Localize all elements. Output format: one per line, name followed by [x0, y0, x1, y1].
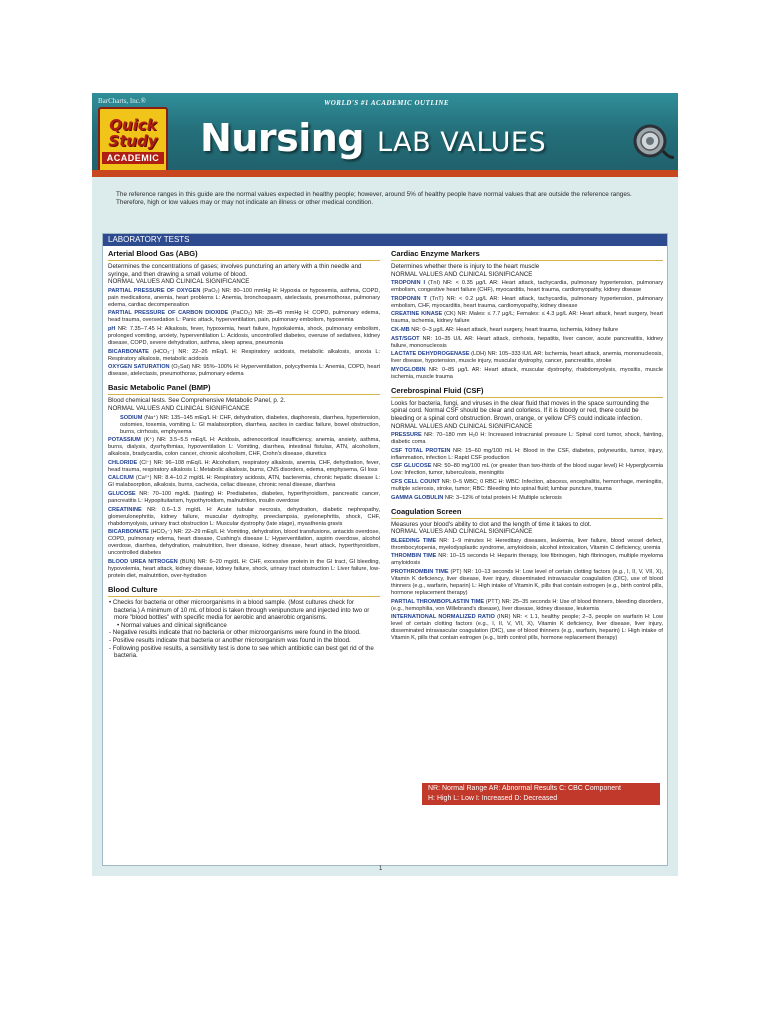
test-name: THROMBIN TIME [391, 553, 437, 560]
lab-value-entry [108, 326, 380, 347]
legend-line-1: NR: Normal Range AR: Abnormal Results C: CBC Component [428, 785, 621, 792]
lab-value-entry [108, 475, 380, 489]
lab-value-entry [391, 351, 663, 365]
test-details: (O₂Sat) NR: 95%–100% H: Hyperventilation, polycythemia L: Anemia, COPD, heart disease, atelectasis, pneumothorax, pulmonary edema [108, 364, 380, 378]
section-note: NORMAL VALUES AND CLINICAL SIGNIFICANCE [391, 270, 533, 278]
publisher-name: BarCharts, Inc.® [98, 97, 146, 105]
lab-value-entry [391, 569, 663, 597]
test-name: CALCIUM [108, 475, 134, 482]
lab-value-entry [391, 495, 663, 502]
bullet-item: • Checks for bacteria or other microorganisms in a blood sample. (Most cultures check for bacteria.) A minimum of 10 mL of blood is taken through venipuncture and injected into two or more "blood bottles" with specific media for aerobic and anaerobic organisms. [109, 599, 370, 622]
lab-value-entry [108, 460, 380, 474]
test-section [391, 249, 663, 381]
test-details: (PaCO₂) NR: 35–45 mmHg H: COPD, pulmonary edema, head trauma, oversedation L: Panic attack, hyperventilation, pain, pulmonary embolism, hypoxemia [108, 310, 380, 324]
lab-value-entry [391, 479, 663, 493]
section-description: Measures your blood's ability to clot and the length of time it takes to clot. [391, 520, 592, 528]
left-column [108, 249, 380, 665]
header-banner [92, 93, 678, 177]
test-details: NR: 1–9 minutes H: Hereditary diseases, leukemia, liver failure, blood vessel defect, thrombocytopenia, myelodysplastic syndrome, amyloidosis, alcohol intoxication, Vitamin C deficiency, uremia [391, 537, 663, 551]
lab-value-entry [108, 507, 380, 528]
test-details: NR: 7.35–7.45 H: Alkalosis, fever, hypoxemia, heart failure, hypokalemia, shock, pulmonary embolism, prolonged vomiting, anxiety, hyperventilation L: Acidosis, uncontrolled diabetes, overuse of sedatives, kidney disease, COPD, severe dehydration, asthma, sleep apnea, pneumonia [108, 326, 380, 347]
lab-value-entry [108, 491, 380, 505]
section-description: Determines whether there is injury to the heart muscle [391, 263, 540, 270]
section-title: Cerebrospinal Fluid (CSF) [391, 386, 663, 398]
test-name: AST/SGOT [391, 335, 420, 342]
test-name: TROPONIN I [391, 280, 426, 287]
test-name: PARTIAL THROMBOPLASTIN TIME [391, 598, 485, 605]
test-name: INTERNATIONAL NORMALIZED RATIO [391, 614, 495, 621]
test-name: BLOOD UREA NITROGEN [108, 558, 178, 565]
section-note: NORMAL VALUES AND CLINICAL SIGNIFICANCE [391, 422, 533, 430]
section-description: Blood chemical tests. See Comprehensive Metabolic Panel, p. 2. [108, 397, 286, 405]
test-details: (HCO₃⁻) NR: 22–26 mEq/L H: Respiratory acidosis, metabolic alkalosis, anoxia L: Respiratory alkalosis, metabolic acidosis [108, 348, 380, 362]
tagline: WORLD'S #1 ACADEMIC OUTLINE [324, 99, 450, 107]
test-section [108, 585, 380, 660]
test-details: NR: 10–35 U/L AR: Heart attack, cirrhosis, hepatitis, liver cancer, acute pancreatitis, kidney failure, mononucleosis [391, 335, 663, 349]
test-details: (LDH) NR: 105–333 IU/L AR: Ischemia, heart attack, anemia, mononucleosis, liver disease, hypotension, muscle injury, muscular dystrophy, cancer, pancreatitis, stroke [391, 351, 663, 365]
test-name: SODIUM [120, 414, 143, 421]
lab-value-entry [391, 327, 663, 334]
test-details: (PTT) NR: 25–35 seconds H: Use of blood thinners, bleeding disorders, (e.g., hemophilia, von Willebrand's disease), liver disease, kidney disease, leukemia [391, 598, 663, 612]
test-name: PROTHROMBIN TIME [391, 568, 449, 575]
test-details: NR: 70–180 mm H₂0 H: Increased intracranial pressure L: Spinal cord tumor, shock, fainting, diabetic coma [391, 432, 663, 446]
lab-value-entry [391, 538, 663, 552]
test-details: (Ca²⁺) NR: 8.4–10.2 mg/dL H: Respiratory acidosis, ATN, bacteremia, chronic hepatic disease L: GI malabsorption, alkalosis, burns, cachexia, celiac disease, chronic renal disease, diarrhea [108, 475, 380, 489]
section-note: NORMAL VALUES AND CLINICAL SIGNIFICANCE [108, 278, 250, 286]
test-details: NR: 0–3 μg/L AR: Heart attack, heart surgery, heart trauma, ischemia, kidney failure [409, 326, 619, 333]
test-details: NR: 3–12% of total protein H: Multiple sclerosis [443, 494, 562, 501]
bullet-list [108, 599, 380, 660]
section-title: Arterial Blood Gas (ABG) [108, 249, 380, 261]
test-name: OXYGEN SATURATION [108, 364, 170, 371]
test-details: (INR) NR: < 1.1, healthy people; 2–3, people on warfarin H: Low level of certain clotting factors (e.g., I, II, V, VII, X), Vitamin K deficiency, liver disease, liver injury, disseminated intravascular coagulation (DIC), use of blood thinners (e.g., warfarin, heparin) L: High intake of Vitamin K, pills that contain estrogen (e.g., birth control pills, hormone replacement therapy) [391, 614, 663, 642]
test-section [108, 249, 380, 378]
test-details: NR: 0–85 μg/L AR: Heart attack, muscular dystrophy, rhabdomyolysis, myositis, muscle ischemia, muscle trauma [391, 366, 663, 380]
page-number: 1 [379, 866, 383, 872]
test-name: MYOGLOBIN [391, 366, 426, 373]
test-section [391, 386, 663, 502]
intro-text: The reference ranges in this guide are the normal values expected in healthy people; however, around 5% of healthy people have normal values that are outside the reference ranges. Therefore, high or low values may or may not indicate an illness or other medical condition. [116, 191, 632, 207]
section-description: Looks for bacteria, fungi, and viruses in the clear fluid that moves in the space surrounding the spinal cord. Normal CSF should be clear and colorless. If it is bloody or red, there could be bleeding or a spinal cord obstruction. Brown, orange, or yellow CFS could indicate infection. [391, 399, 649, 422]
test-details: NR: 50–80 mg/100 mL (or greater than two-thirds of the blood sugar level) H: Hyperglycemia Low: Infection, tumor, tuberculosis, meningitis [391, 463, 663, 477]
section-title: Cardiac Enzyme Markers [391, 249, 663, 261]
test-details: (HCO₃⁻) NR: 22–29 mEq/L H: Vomiting, dehydration, blood transfusions, antacids overdose, COPD, pulmonary edema, heart disease, Cushing's disease L: Hyperventilation, aspirin overdose, alcohol overdose, diarrhea, dehydration, malnutrition, liver disease, kidney disease, heart attack, hyperthyroidism, uncontrolled diabetes [108, 529, 380, 557]
test-name: POTASSIUM [108, 437, 141, 444]
section-note: NORMAL VALUES AND CLINICAL SIGNIFICANCE [391, 528, 533, 536]
stethoscope-icon [630, 121, 674, 165]
test-name: CREATININE [108, 506, 142, 513]
lab-value-entry [391, 599, 663, 613]
lab-value-entry [391, 463, 663, 477]
section-title: Blood Culture [108, 585, 380, 597]
lab-value-entry [391, 614, 663, 642]
test-details: (Cl⁻) NR: 96–108 mEq/L H: Alcoholism, respiratory alkalosis, anemia, CHF, dehydration, fever, head trauma, respiratory alkalosis L: Metabolic alkalosis, burns, CNS disorders, edema, emphysema, GI loss [108, 459, 380, 473]
test-details: (TnT) NR: < 0.2 μg/L AR: Heart attack, tachycardia, pulmonary hypertension, pulmonary embolism, CHF, myocarditis, heart trauma, cardiomyopathy, kidney disease [391, 295, 663, 309]
test-details: NR: 15–60 mg/100 mL H: Blood in the CSF, diabetes, polyneuritis, tumor, injury, inflammation, infection L: Rapid CSF production [391, 447, 663, 461]
test-details: NR: 10–15 seconds H: Heparin therapy, low fibrinogen, high fibrinogen, multiple myeloma amyloidosis [391, 553, 663, 567]
test-name: CREATINE KINASE [391, 311, 443, 318]
test-name: PARTIAL PRESSURE OF CARBON DIOXIDE [108, 310, 229, 317]
test-name: PARTIAL PRESSURE OF OXYGEN [108, 287, 201, 294]
lab-value-entry [391, 448, 663, 462]
lab-value-entry [391, 367, 663, 381]
bullet-item: - Positive results indicate that bacteria or another microorganism was found in the blood. [109, 637, 351, 645]
test-name: CHLORIDE [108, 459, 138, 466]
lab-value-entry [391, 336, 663, 350]
panel-header: LABORATORY TESTS [103, 234, 667, 246]
bullet-item: - Negative results indicate that no bacteria or other microorganisms were found in the blood. [109, 629, 361, 637]
quickstudy-logo [98, 107, 168, 173]
logo-line-1: Quick [109, 115, 157, 134]
test-details: (CK) NR: Males: ≤ 7.7 μg/L; Females: ≤ 4.3 μg/L AR: Heart attack, heart surgery, heart trauma, ischemia, kidney failure [391, 311, 663, 325]
lab-value-entry [108, 559, 380, 580]
test-name: BLEEDING TIME [391, 537, 437, 544]
test-details: (Na⁺) NR: 135–145 mEq/L H: CHF, dehydration, diabetes, diaphoresis, diarrhea, hypertension, ostomies, toxemia, vomiting L: GI malabsorption, diarrhea, ascites in cardiac failure, bowel obstruction, burns, cirrhosis, emphysema [120, 414, 380, 435]
section-title: Basic Metabolic Panel (BMP) [108, 383, 380, 395]
banner-stripe [92, 170, 678, 177]
test-details: (K⁺) NR: 3.5–5.5 mEq/L H: Acidosis, adrenocortical insufficiency, anemia, anxiety, asthma, burns, dialysis, dysrhythmias, hypoventilation L: Vomiting, diarrhea, intestinal fistulas, ATN, alcoholism, alkalosis, bradycardia, colon cancer, chronic alcoholism, CHF, Crohn's disease, diuretics [108, 437, 380, 458]
logo-line-3: ACADEMIC [102, 152, 165, 164]
test-details: NR: 0.6–1.3 mg/dL H: Acute tubular necrosis, dehydration, diabetic nephropathy, glomerulonephritis, kidney failure, muscular dystrophy, preeclampsia, pyelonephritis, shock, CHF, rhabdomyolysis, urinary tract obstruction L: Muscular dystrophy (late stage), myasthenia gravis [108, 506, 380, 527]
test-name: pH [108, 326, 116, 333]
lab-value-entry [391, 311, 663, 325]
lab-value-entry [391, 280, 663, 294]
test-name: TROPONIN T [391, 295, 427, 302]
test-name: CK-MB [391, 326, 410, 333]
lab-value-entry [108, 364, 380, 378]
test-details: (TnI) NR: < 0.35 μg/L AR: Heart attack, tachycardia, pulmonary hypertension, pulmonary embolism, congestive heart failure (CHF), myocarditis, heart trauma, cardiomyopathy, kidney disease [391, 280, 663, 294]
abbreviation-legend [422, 783, 660, 805]
section-description: Determines the concentrations of gases; involves puncturing an artery with a thin needle and syringe, and then drawing a small volume of blood. [108, 263, 362, 278]
lab-value-entry [391, 553, 663, 567]
test-section [391, 507, 663, 643]
test-name: GLUCOSE [108, 491, 136, 497]
page-title: Nursing [200, 116, 364, 160]
test-name: BICARBONATE [108, 348, 149, 355]
test-name: CFS CELL COUNT [391, 478, 440, 485]
bullet-item: - Following positive results, a sensitivity test is done to see which antibiotic can best get rid of the bacteria. [109, 644, 374, 660]
lab-value-entry [108, 310, 380, 324]
page-subtitle: LAB VALUES [377, 127, 547, 158]
lab-value-entry [391, 432, 663, 446]
test-name: GAMMA GLOBULIN [391, 494, 444, 501]
test-details: NR: 70–100 mg/dL (fasting) H: Prediabetes, diabetes, hyperthyroidism, pancreatic cancer, pancreatitis L: Hypopituitarism, hypothyroidism, malnutrition, insulin overdose [108, 491, 380, 505]
lab-value-entry [108, 415, 380, 436]
study-guide-page [92, 93, 678, 876]
legend-line-2: H: High L: Low I: Increased D: Decreased [428, 795, 558, 802]
test-details: NR: 0–5 WBC; 0 RBC H: WBC: Infection, abscess, encephalitis, hemorrhage, meningitis, multiple sclerosis, stroke, tumor; RBC: Bleeding into spinal fluid; lumbar puncture, trauma [391, 478, 663, 492]
test-section [108, 383, 380, 580]
test-details: (BUN) NR: 6–20 mg/dL H: CHF, excessive protein in the GI tract, GI bleeding, hypovolemia, heart attack, kidney disease, kidney failure, shock, urinary tract obstruction L: Liver failure, low-protein diet, malnutrition, over-hydration [108, 558, 380, 580]
lab-tests-panel [102, 233, 668, 866]
bullet-item: • Normal values and clinical significance [117, 621, 227, 629]
test-name: BICARBONATE [108, 529, 149, 536]
test-name: PRESSURE [391, 432, 422, 439]
test-details: (PaO₂) NR: 80–100 mmHg H: Hypoxia or hypoxemia, asthma, COPD, pain medications, anemia, heart problems L: Anemia, bronchospasm, atelectasis, pneumothorax, pulmonary edema, cardiac decompensation [108, 287, 380, 308]
lab-value-entry [108, 529, 380, 557]
test-name: LACTATE DEHYDROGENASE [391, 351, 470, 358]
section-note: NORMAL VALUES AND CLINICAL SIGNIFICANCE [108, 404, 250, 412]
lab-value-entry [108, 349, 380, 363]
test-name: CSF TOTAL PROTEIN [391, 447, 451, 454]
test-name: CSF GLUCOSE [391, 463, 432, 470]
lab-value-entry [108, 288, 380, 309]
lab-value-entry [108, 437, 380, 458]
lab-value-entry [391, 296, 663, 310]
logo-line-2: Study [108, 131, 158, 150]
section-title: Coagulation Screen [391, 507, 663, 519]
right-column [391, 249, 663, 647]
test-details: (PT) NR: 10–13 seconds H: Low level of certain clotting factors (e.g., I, II, V, VII, X), Vitamin K deficiency, liver disease, liver injury, disseminated intravascular coagulation (DIC), use of blood thinners (e.g., warfarin, heparin) L: High intake of Vitamin K, pills that contain estrogen (e.g., birth control pills, hormone replacement therapy) [391, 568, 663, 597]
